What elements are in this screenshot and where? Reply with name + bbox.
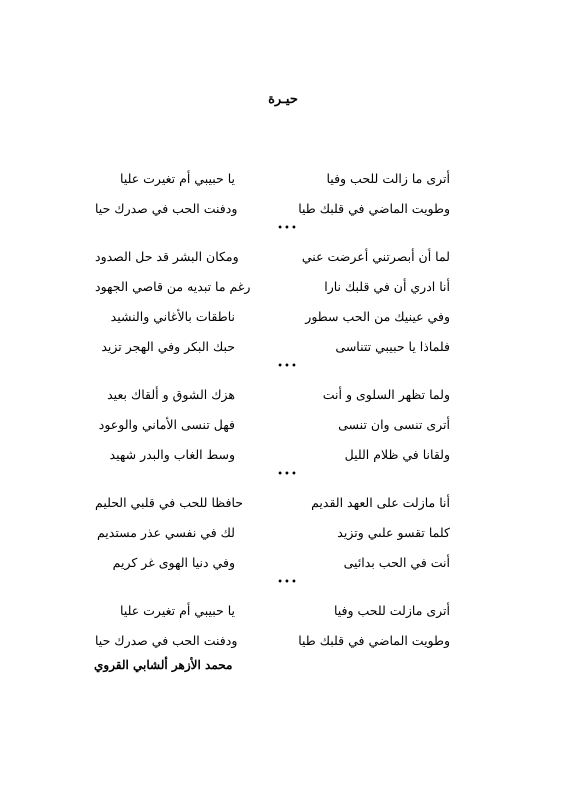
verse-line [95,308,450,338]
verse-second-hemistich: وسط الغاب والبدر شهيد [109,447,235,462]
verse-first-hemistich: وفي عينيك من الحب سطور [305,309,450,324]
verse-first-hemistich: وطويت الماضي في قلبك طيا [298,633,450,648]
stanza-separator: ••• [277,223,298,234]
verse-line [95,524,450,554]
stanza-2 [95,248,450,368]
verse-line [95,278,450,308]
stanza-3 [95,386,450,476]
verse-line [95,386,450,416]
poem-title: حيـرة [268,92,298,107]
author-name: محمد الأزهر ألشابي القروي [94,658,233,672]
verse-second-hemistich: فهل تنسى الأماني والوعود [98,417,235,432]
verse-line [95,416,450,446]
verse-second-hemistich: وفي دنيا الهوى غر كريم [112,555,235,570]
verse-second-hemistich: يا حبيبي أم تغيرت عليا [120,603,235,618]
stanza-1 [95,170,450,230]
verse-first-hemistich: أترى تنسى وان تنسى [338,417,450,432]
verse-second-hemistich: ومكان البشر قد حل الصدود [95,249,239,264]
verse-first-hemistich: لما أن أبصرتني أعرضت عني [301,249,450,264]
verse-second-hemistich: رغم ما تبديه من قاصي الجهود [95,279,251,294]
verse-first-hemistich: ولقانا في ظلام الليل [344,447,450,462]
verse-line [95,602,450,632]
verse-second-hemistich: يا حبيبي أم تغيرت عليا [120,171,235,186]
verse-line [95,170,450,200]
verse-first-hemistich: كلما تقسو علىي وتزيد [337,525,450,540]
stanza-separator: ••• [277,469,298,480]
verse-line [95,494,450,524]
verse-first-hemistich: وطويت الماضي في قلبك طيا [298,201,450,216]
stanza-4 [95,494,450,584]
verse-first-hemistich: أنت في الحب بدائيى [343,555,450,570]
verse-first-hemistich: فلماذا يا حبيبي تتناسى [335,339,450,354]
verse-second-hemistich: ودفنت الحب في صدرك حيا [95,633,238,648]
stanza-separator: ••• [277,577,298,588]
verse-second-hemistich: لك في نفسي عذر مستديم [96,525,235,540]
verse-first-hemistich: أترى ما زالت للحب وفيا [326,171,450,186]
verse-first-hemistich: أنا مازلت على العهد القديم [311,495,450,510]
stanza-5 [95,602,450,662]
verse-second-hemistich: ناطقات بالأغاني والنشيد [110,309,235,324]
verse-second-hemistich: ودفنت الحب في صدرك حيا [95,201,238,216]
verse-second-hemistich: حبك البكر وفي الهجر تزيد [101,339,235,354]
verse-first-hemistich: ولما تظهر السلوى و أنت [322,387,450,402]
verse-second-hemistich: حافظا للحب في قلبي الحليم [95,495,244,510]
poem-body [95,170,450,662]
stanza-separator: ••• [277,361,298,372]
verse-line [95,248,450,278]
verse-first-hemistich: أترى مازلت للحب وفيا [333,603,450,618]
verse-second-hemistich: هزك الشوق و ألقاك بعيد [107,387,235,402]
verse-first-hemistich: أنا ادري أن في قلبك نارا [324,279,450,294]
